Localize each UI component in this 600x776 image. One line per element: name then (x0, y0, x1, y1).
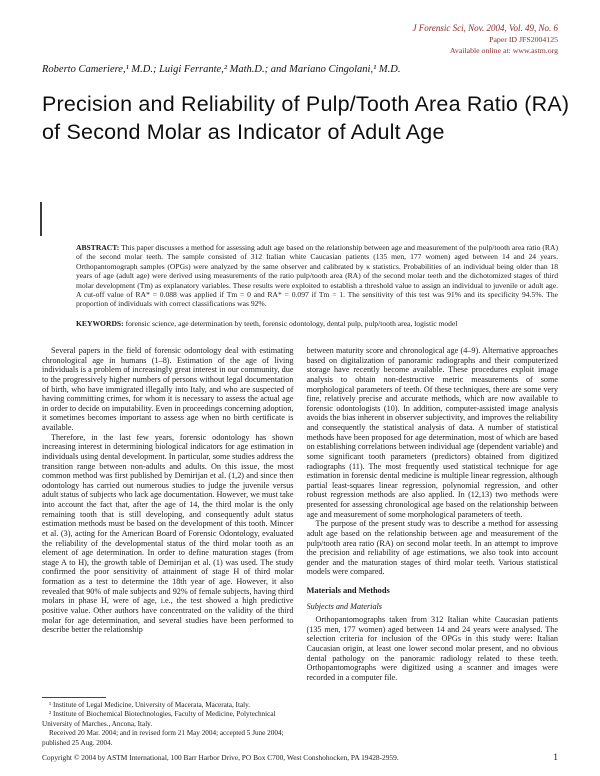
abstract-section (76, 243, 558, 309)
body-paragraph: The purpose of the present study was to describe a method for assessing adult age based on the relationship between age and measurement of the pulp/tooth area ratio (RA) on second molar teeth. In an attempt to improve the precision and reliability of age estimations, we also took into account gender and the maturation stages of third molar teeth. Various statistical models were compared. (306, 519, 558, 577)
footnote: ² Institute of Biochemical Biotechnologies, Faculty of Medicine, Polytechnical University of Marches., Ancona, Italy. (42, 710, 276, 728)
journal-citation: J Forensic Sci, Nov. 2004, Vol. 49, No. 6 (412, 23, 558, 33)
page-footer (42, 753, 558, 763)
footnote: Received 20 Mar. 2004; and in revised form 21 May 2004; accepted 5 June 2004; published 25 Aug. 2004. (42, 729, 284, 747)
subsection-heading-subjects-and-materials: Subjects and Materials (306, 602, 382, 611)
footnotes-section (42, 697, 294, 749)
paper-title: Precision and Reliability of Pulp/Tooth Area Ratio (RA) of Second Molar as Indicator of Adult Age (42, 92, 570, 145)
body-paragraph: Orthopantomographs taken from 312 Italian white Caucasian patients (135 men, 177 women) aged between 14 and 24 years were analysed. The selection criteria for inclusion of the OPGs in this study were: Italian Caucasian origin, at least one lower second molar present, and no obvious dental pathology on the panoramic radiology related to these teeth. Orthopantomographs were digitized using a scanner and images were recorded in a computer file. (306, 615, 558, 682)
body-paragraph: between maturity score and chronological age (4–9). Alternative approaches based on digitalization of panoramic radiographs and their computerized storage have recently become available. These procedures exploit image analysis to obtain non-destructive metric measurements of some morphological parameters of teeth. Of these techniques, there are some very fine, relatively precise and accurate methods, which are now available to forensic odontologists (10). In addition, computer-assisted image analysis avoids the bias inherent in observer subjectivity, and improves the reliability and consequently the statistical analysis of data. A number of statistical methods have been proposed for age determination, most of which are based on establishing correlations between individual age (dependent variable) and some significant tooth parameters (predictors) obtained from digitized radiographs (11). The most frequently used statistical technique for age estimation in forensic dental medicine is multiple linear regression, although partial least-squares linear regression, polynomial regression, and other robust regression methods are also applied. In (12,13) two methods were presented for assessing chronological age based on the relationship between age and measurement of some morphological parameters of teeth. (306, 346, 558, 519)
footnote-rule (42, 697, 106, 698)
journal-masthead (413, 22, 558, 56)
keywords-text: forensic science, age determination by teeth, forensic odontology, dental pulp, pulp/tooth area, logistic model (125, 319, 458, 328)
abstract-label: ABSTRACT: (76, 243, 120, 252)
abstract-text: This paper discusses a method for assessing adult age based on the relationship between age and measurement of the pulp/tooth area ratio (RA) of the second molar teeth. The sample consisted of 312 Italian white Caucasian patients (135 men, 177 women) aged between 14 and 24 years. Orthopantomograph samples (OPGs) were analyzed by the same observer and calibrated by κ statistics. Probabilities of an individual being older than 18 years of age (adult age) were derived using measurements of the ratio pulp/tooth area (RA) of the second molar teeth and the dichotomized stages of third molar development (Tm) as explanatory variables. These results were exploited to establish a threshold value to assign an individual to juvenile or adult age. A cut-off value of RA* = 0.088 was applied if Tm = 0 and RA* = 0.097 if Tm = 1. The sensitivity of this test was 91% and its specificity 94.5%. The proportion of individuals with correct classifications was 92%. (76, 243, 559, 309)
section-heading-materials-and-methods: Materials and Methods (306, 586, 390, 595)
copyright-line: Copyright © 2004 by ASTM International, 100 Barr Harbor Drive, PO Box C700, West Conshohocken, PA 19428-2959. (42, 753, 399, 762)
footnote: ¹ Institute of Legal Medicine, University of Macerata, Macerata, Italy. (49, 700, 251, 709)
left-column (42, 346, 294, 748)
two-column-body (42, 346, 558, 748)
paper-id: Paper ID JFS2004125 (489, 34, 558, 44)
margin-mark-line (40, 202, 42, 236)
available-online-link: Available online at: www.astm.org (449, 45, 558, 55)
keywords-section (76, 319, 558, 328)
body-paragraph: Therefore, in the last few years, forensic odontology has shown increasing interest in determining biological indicators for age estimation in individuals using dental development. In particular, some studies address the transition range between non-adults and adults. On this issue, the most common method was first published by Demirijan et al. (1,2) and since then odontology has carried out numerous studies to judge the juvenile versus adult status of subjects who lack age documentation. However, we must take into account the fact that, after the age of 14, the third molar is the only remaining tooth that is still developing, and consequently adult status estimation methods must be based on the development of this tooth. Mincer et al. (3), acting for the American Board of Forensic Odontology, evaluated the reliability of the developmental status of the third molar tooth as an element of age determination. In order to define maturation stages (from stage A to H), the growth table of Demirijan et al. (1) was used. The study confirmed the poor sensitivity of attainment of stage H of third molar formation as a test to determine the 18th year of age. However, it also revealed that 90% of male subjects and 92% of female subjects, having third molars in phase H, were of age, i.e., the test showed a high predictive positive value. Other authors have concentrated on the validity of the third molar for age determination, and several studies have been performed to describe better the relationship (42, 432, 294, 635)
authors-line: Roberto Cameriere,¹ M.D.; Luigi Ferrante,² Math.D.; and Mariano Cingolani,¹ M.D. (42, 64, 401, 75)
body-paragraph: Several papers in the field of forensic odontology deal with estimating chronological age in humans (1–8). Estimation of the age of living individuals is a problem of increasingly great interest in our community, due to the progressively higher numbers of persons without legal documentation of birth, who have immigrated illegally into Italy, and who are suspected of having committing crimes, for whom it is necessary to assess the actual age in order to decide on imputability. Even in proceedings concerning adoption, it sometimes becomes important to assess age when no birth certificate is available. (42, 346, 294, 432)
page-number: 1 (553, 753, 558, 763)
keywords-label: KEYWORDS: (76, 319, 124, 328)
right-column (307, 346, 559, 748)
